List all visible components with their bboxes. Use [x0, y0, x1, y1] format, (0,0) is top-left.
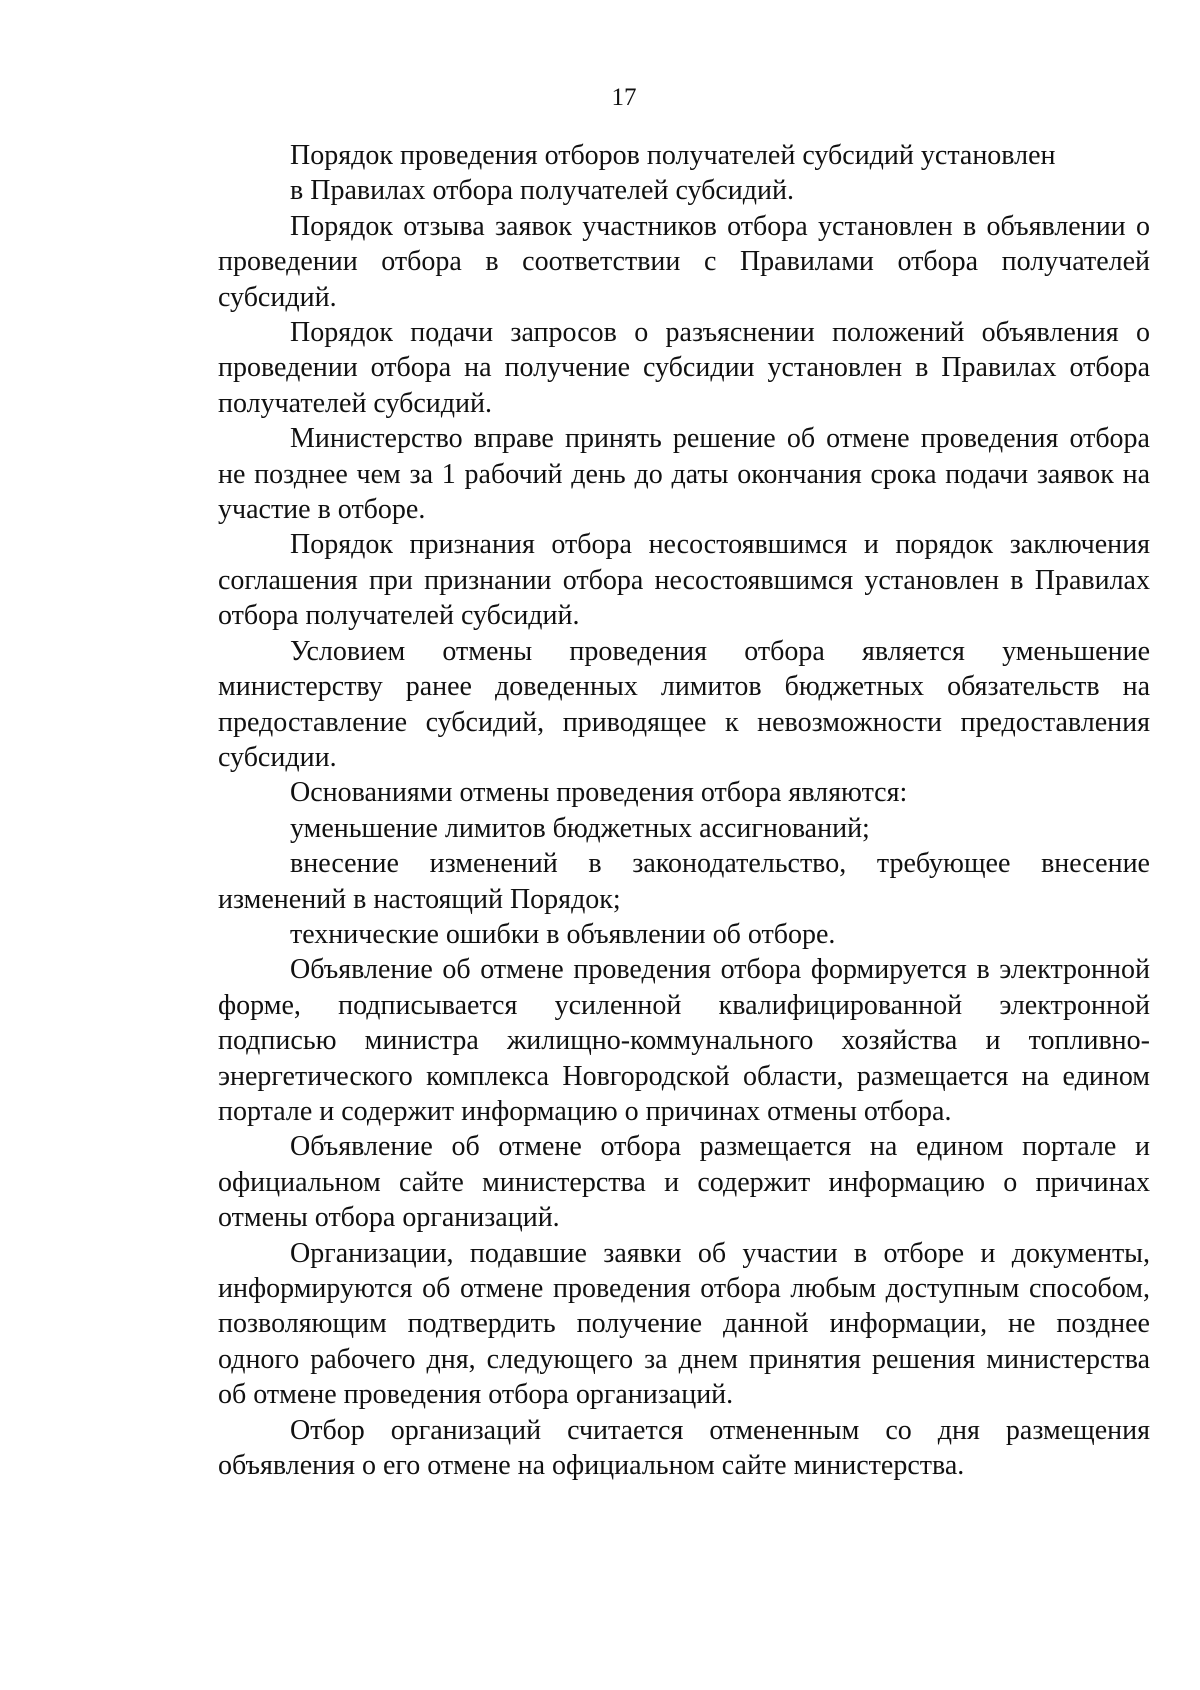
paragraph: Порядок подачи запросов о разъяснении положений объявления о проведении отбора на получение субсидии установлен в Правилах отбора получателей субсидий. [218, 317, 1150, 419]
paragraph: Условием отмены проведения отбора является уменьшение министерству ранее доведенных лимитов бюджетных обязательств на предоставление субсидий, приводящее к невозможности предоставления субсидии. [218, 635, 1150, 773]
paragraph: Порядок отзыва заявок участников отбора установлен в объявлении о проведении отбора в соответствии с Правилами отбора получателей субсидий. [218, 210, 1150, 313]
paragraph: Министерство вправе принять решение об отмене проведения отбора не позднее чем за 1 рабочий день до даты окончания срока подачи заявок на участие в отборе. [218, 423, 1150, 526]
paragraph: Порядок признания отбора несостоявшимся и порядок заключения соглашения при признании отбора несостоявшимся установлен в Правилах отбора получателей субсидий. [218, 529, 1150, 632]
paragraph: Отбор организаций считается отмененным со дня размещения объявления о его отмене на официальном сайте министерства. [218, 1414, 1150, 1482]
paragraph: Объявление об отмене отбора размещается на едином портале и официальном сайте министерства и содержит информацию о причинах отмены отбора организаций. [218, 1131, 1150, 1234]
paragraph: Объявление об отмене проведения отбора формируется в электронной форме, подписывается усиленной квалифицированной электронной подписью министра жилищно-коммунального хозяйства и топливно-энергетического комплекса Новгородской области, размещается на едином портале и содержит информацию о причинах отмены отбора. [218, 954, 1150, 1127]
list-item: уменьшение лимитов бюджетных ассигнований; [290, 812, 870, 844]
paragraph: Порядок проведения отборов получателей субсидий установлен [290, 140, 1056, 171]
paragraph: в Правилах отбора получателей субсидий. [290, 175, 794, 207]
paragraph: Основаниями отмены проведения отбора являются: [290, 777, 908, 809]
list-item: технические ошибки в объявлении об отборе. [290, 918, 836, 950]
page-number: 17 [611, 84, 637, 111]
paragraph: Организации, подавшие заявки об участии в отборе и документы, информируются об отмене проведения отбора любым доступным способом, позволяющим подтвердить получение данной информации, не позднее одного рабочего дня, следующего за днем принятия решения министерства об отмене проведения отбора организаций. [218, 1237, 1150, 1411]
list-item: внесение изменений в законодательство, требующее внесение изменений в настоящий Порядок; [218, 848, 1150, 915]
document-body [218, 138, 1150, 1483]
